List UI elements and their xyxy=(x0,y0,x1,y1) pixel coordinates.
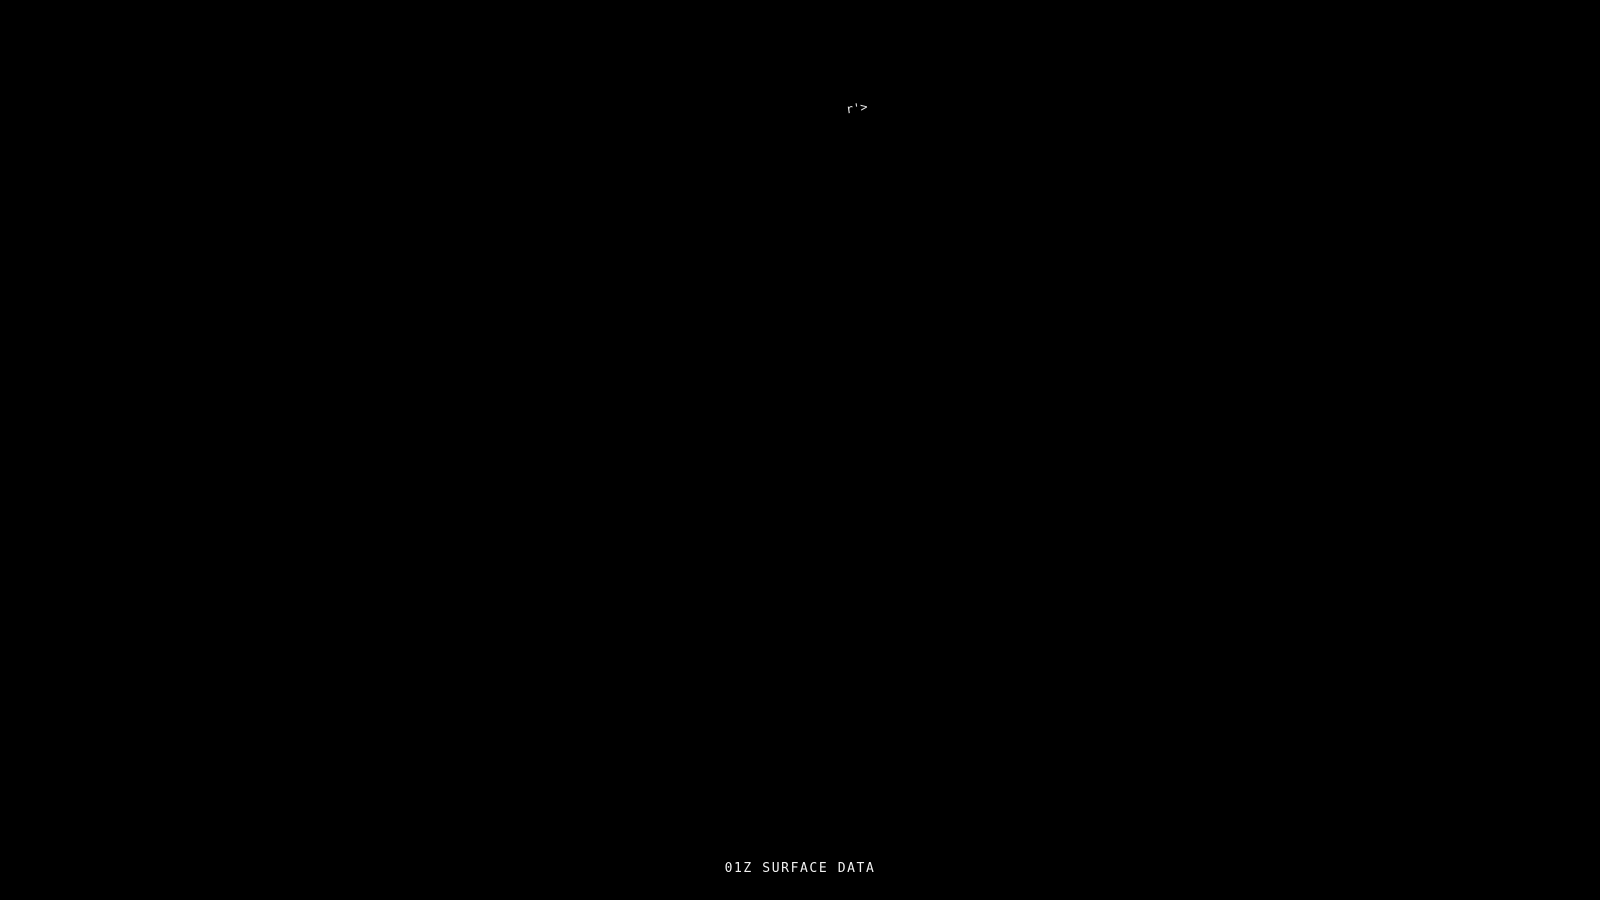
caption-bar xyxy=(0,857,1600,876)
map-caption: 01Z SURFACE DATA xyxy=(724,861,876,876)
station-plot-mark: r'> xyxy=(845,99,869,117)
